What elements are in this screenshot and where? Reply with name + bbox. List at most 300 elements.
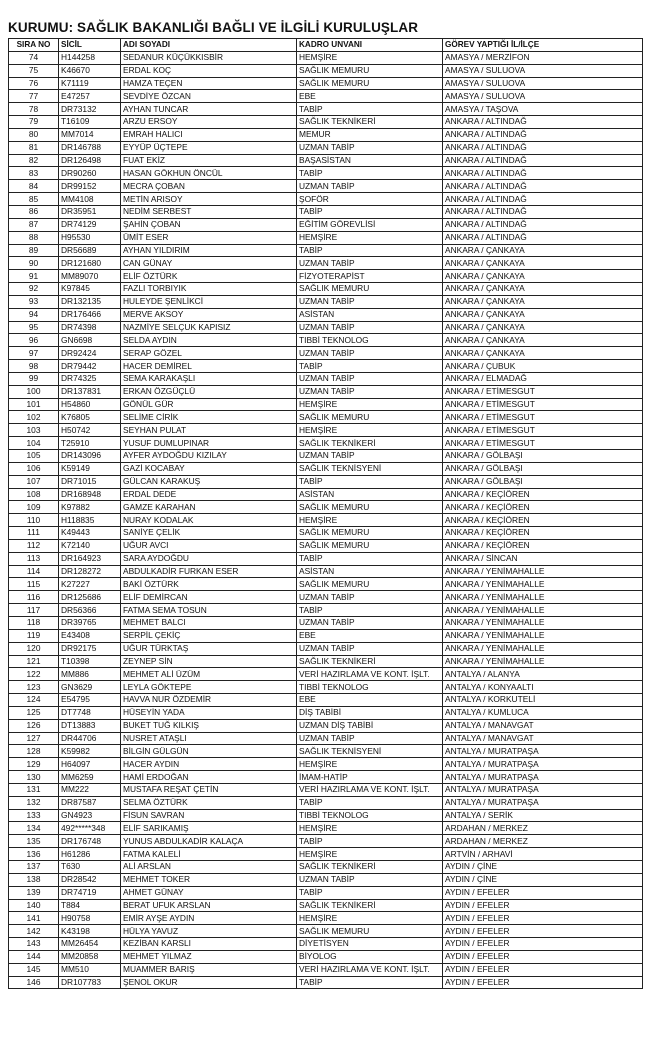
cell-kadro-unvani: UZMAN DİŞ TABİBİ: [297, 719, 443, 732]
cell-sicil: H144258: [59, 51, 121, 64]
cell-adi-soyadi: MUAMMER BARIŞ: [121, 963, 297, 976]
cell-sicil: GN4923: [59, 809, 121, 822]
cell-adi-soyadi: ABDULKADİR FURKAN ESER: [121, 565, 297, 578]
cell-adi-soyadi: KEZİBAN KARSLI: [121, 938, 297, 951]
cell-sira-no: 88: [9, 231, 59, 244]
cell-sicil: MM26454: [59, 938, 121, 951]
cell-gorev-yeri: ANKARA / SİNCAN: [443, 552, 643, 565]
cell-sira-no: 90: [9, 257, 59, 270]
cell-sira-no: 144: [9, 950, 59, 963]
cell-adi-soyadi: SELİME CİRİK: [121, 411, 297, 424]
cell-sicil: K72140: [59, 539, 121, 552]
cell-adi-soyadi: NUSRET ATAŞLI: [121, 732, 297, 745]
cell-sira-no: 119: [9, 629, 59, 642]
cell-sicil: MM20858: [59, 950, 121, 963]
cell-kadro-unvani: MEMUR: [297, 128, 443, 141]
table-row: [9, 835, 643, 848]
cell-gorev-yeri: ANKARA / GÖLBAŞI: [443, 462, 643, 475]
table-row: [9, 385, 643, 398]
cell-kadro-unvani: EBE: [297, 90, 443, 103]
cell-adi-soyadi: AYHAN TUNCAR: [121, 103, 297, 116]
cell-sicil: DR79442: [59, 360, 121, 373]
table-row: [9, 591, 643, 604]
cell-kadro-unvani: UZMAN TABİP: [297, 591, 443, 604]
cell-kadro-unvani: BAŞASİSTAN: [297, 154, 443, 167]
cell-kadro-unvani: EBE: [297, 629, 443, 642]
cell-sira-no: 146: [9, 976, 59, 989]
cell-kadro-unvani: EBE: [297, 694, 443, 707]
cell-gorev-yeri: AYDIN / EFELER: [443, 912, 643, 925]
cell-gorev-yeri: ANTALYA / MURATPAŞA: [443, 783, 643, 796]
cell-sira-no: 126: [9, 719, 59, 732]
cell-gorev-yeri: ANKARA / ÇANKAYA: [443, 257, 643, 270]
table-row: [9, 925, 643, 938]
cell-sicil: H95530: [59, 231, 121, 244]
cell-adi-soyadi: SERPİL ÇEKİÇ: [121, 629, 297, 642]
cell-sira-no: 92: [9, 283, 59, 296]
cell-kadro-unvani: UZMAN TABİP: [297, 257, 443, 270]
cell-sicil: DR92424: [59, 347, 121, 360]
table-row: [9, 938, 643, 951]
cell-sicil: DR137831: [59, 385, 121, 398]
cell-adi-soyadi: SELDA AYDIN: [121, 334, 297, 347]
cell-sira-no: 100: [9, 385, 59, 398]
table-row: [9, 321, 643, 334]
cell-adi-soyadi: ERDAL DEDE: [121, 488, 297, 501]
cell-gorev-yeri: ANKARA / YENİMAHALLE: [443, 655, 643, 668]
cell-kadro-unvani: TIBBİ TEKNOLOG: [297, 809, 443, 822]
cell-sicil: DR132135: [59, 295, 121, 308]
cell-sicil: K59149: [59, 462, 121, 475]
cell-adi-soyadi: ŞAHİN ÇOBAN: [121, 218, 297, 231]
cell-kadro-unvani: ASİSTAN: [297, 565, 443, 578]
table-row: [9, 642, 643, 655]
table-row: [9, 450, 643, 463]
cell-sira-no: 106: [9, 462, 59, 475]
table-row: [9, 128, 643, 141]
table-row: [9, 295, 643, 308]
cell-gorev-yeri: ARDAHAN / MERKEZ: [443, 822, 643, 835]
cell-gorev-yeri: AYDIN / EFELER: [443, 899, 643, 912]
cell-sira-no: 104: [9, 437, 59, 450]
cell-kadro-unvani: UZMAN TABİP: [297, 873, 443, 886]
table-row: [9, 372, 643, 385]
cell-gorev-yeri: ANKARA / ALTINDAĞ: [443, 154, 643, 167]
cell-adi-soyadi: ELİF SARIKAMIŞ: [121, 822, 297, 835]
cell-gorev-yeri: ANKARA / ÇANKAYA: [443, 270, 643, 283]
cell-sicil: H64097: [59, 758, 121, 771]
cell-gorev-yeri: ANKARA / ETİMESGUT: [443, 411, 643, 424]
cell-kadro-unvani: HEMŞİRE: [297, 514, 443, 527]
cell-gorev-yeri: AYDIN / EFELER: [443, 886, 643, 899]
cell-sicil: DR128272: [59, 565, 121, 578]
cell-sicil: DR74325: [59, 372, 121, 385]
table-row: [9, 732, 643, 745]
cell-gorev-yeri: ANKARA / ALTINDAĞ: [443, 116, 643, 129]
cell-adi-soyadi: UĞUR AVCI: [121, 539, 297, 552]
cell-adi-soyadi: ALİ ARSLAN: [121, 861, 297, 874]
cell-sira-no: 117: [9, 604, 59, 617]
cell-kadro-unvani: UZMAN TABİP: [297, 295, 443, 308]
cell-kadro-unvani: TABİP: [297, 976, 443, 989]
table-row: [9, 334, 643, 347]
cell-adi-soyadi: CAN GÜNAY: [121, 257, 297, 270]
cell-sira-no: 111: [9, 527, 59, 540]
cell-sira-no: 113: [9, 552, 59, 565]
cell-gorev-yeri: ANTALYA / ALANYA: [443, 668, 643, 681]
cell-sira-no: 99: [9, 372, 59, 385]
cell-sicil: DR71015: [59, 475, 121, 488]
table-row: [9, 180, 643, 193]
table-row: [9, 809, 643, 822]
cell-gorev-yeri: ANKARA / GÖLBAŞI: [443, 450, 643, 463]
cell-sicil: DR74129: [59, 218, 121, 231]
cell-kadro-unvani: TABİP: [297, 886, 443, 899]
cell-kadro-unvani: ASİSTAN: [297, 308, 443, 321]
cell-sira-no: 91: [9, 270, 59, 283]
cell-gorev-yeri: ANKARA / ÇANKAYA: [443, 244, 643, 257]
table-row: [9, 796, 643, 809]
table-row: [9, 745, 643, 758]
cell-sicil: DR87587: [59, 796, 121, 809]
cell-gorev-yeri: ANKARA / YENİMAHALLE: [443, 629, 643, 642]
cell-kadro-unvani: TIBBİ TEKNOLOG: [297, 681, 443, 694]
column-header-gorev-yeri: GÖREV YAPTIĞI İL/İLÇE: [443, 39, 643, 52]
cell-gorev-yeri: ANTALYA / MANAVGAT: [443, 732, 643, 745]
cell-kadro-unvani: TABİP: [297, 167, 443, 180]
cell-gorev-yeri: ANKARA / ETİMESGUT: [443, 424, 643, 437]
cell-sira-no: 112: [9, 539, 59, 552]
cell-sicil: DR125686: [59, 591, 121, 604]
cell-gorev-yeri: AMASYA / MERZİFON: [443, 51, 643, 64]
cell-adi-soyadi: EMİR AYŞE AYDIN: [121, 912, 297, 925]
cell-kadro-unvani: SAĞLIK TEKNİKERİ: [297, 116, 443, 129]
table-row: [9, 552, 643, 565]
cell-adi-soyadi: SELMA ÖZTÜRK: [121, 796, 297, 809]
cell-sicil: DR176466: [59, 308, 121, 321]
cell-sira-no: 101: [9, 398, 59, 411]
cell-kadro-unvani: SAĞLIK TEKNİSYENİ: [297, 462, 443, 475]
cell-sira-no: 84: [9, 180, 59, 193]
cell-kadro-unvani: HEMŞİRE: [297, 758, 443, 771]
cell-sicil: E43408: [59, 629, 121, 642]
cell-kadro-unvani: UZMAN TABİP: [297, 347, 443, 360]
table-row: [9, 578, 643, 591]
cell-gorev-yeri: ANKARA / ALTINDAĞ: [443, 180, 643, 193]
cell-adi-soyadi: NURAY KODALAK: [121, 514, 297, 527]
cell-sicil: GN3629: [59, 681, 121, 694]
cell-gorev-yeri: ANKARA / ETİMESGUT: [443, 385, 643, 398]
table-row: [9, 527, 643, 540]
cell-sicil: DR35951: [59, 205, 121, 218]
table-row: [9, 501, 643, 514]
cell-sira-no: 142: [9, 925, 59, 938]
cell-sicil: MM6259: [59, 771, 121, 784]
table-row: [9, 783, 643, 796]
cell-sira-no: 129: [9, 758, 59, 771]
cell-kadro-unvani: SAĞLIK MEMURU: [297, 578, 443, 591]
cell-gorev-yeri: ANTALYA / MURATPAŞA: [443, 771, 643, 784]
table-row: [9, 218, 643, 231]
table-row: [9, 886, 643, 899]
cell-kadro-unvani: DİŞ TABİBİ: [297, 706, 443, 719]
cell-gorev-yeri: ANKARA / ALTINDAĞ: [443, 231, 643, 244]
cell-kadro-unvani: FİZYOTERAPİST: [297, 270, 443, 283]
cell-sira-no: 115: [9, 578, 59, 591]
cell-sicil: T10398: [59, 655, 121, 668]
cell-adi-soyadi: SERAP GÖZEL: [121, 347, 297, 360]
cell-kadro-unvani: DİYETİSYEN: [297, 938, 443, 951]
cell-sira-no: 140: [9, 899, 59, 912]
column-header-adi-soyadi: ADI SOYADI: [121, 39, 297, 52]
table-row: [9, 822, 643, 835]
cell-sicil: K97845: [59, 283, 121, 296]
cell-sira-no: 120: [9, 642, 59, 655]
table-row: [9, 308, 643, 321]
cell-gorev-yeri: ANTALYA / KORKUTELİ: [443, 694, 643, 707]
cell-sicil: T25910: [59, 437, 121, 450]
cell-gorev-yeri: ANKARA / ÇUBUK: [443, 360, 643, 373]
cell-sicil: MM222: [59, 783, 121, 796]
cell-adi-soyadi: BAKİ ÖZTÜRK: [121, 578, 297, 591]
cell-kadro-unvani: SAĞLIK MEMURU: [297, 77, 443, 90]
cell-sira-no: 96: [9, 334, 59, 347]
cell-adi-soyadi: FİSUN SAVRAN: [121, 809, 297, 822]
table-row: [9, 706, 643, 719]
cell-gorev-yeri: AYDIN / EFELER: [443, 925, 643, 938]
table-row: [9, 411, 643, 424]
cell-gorev-yeri: ANKARA / ÇANKAYA: [443, 321, 643, 334]
cell-kadro-unvani: HEMŞİRE: [297, 51, 443, 64]
cell-sicil: T630: [59, 861, 121, 874]
cell-gorev-yeri: ARTVİN / ARHAVİ: [443, 848, 643, 861]
cell-sira-no: 123: [9, 681, 59, 694]
cell-sicil: DR39765: [59, 616, 121, 629]
cell-adi-soyadi: BİLGİN GÜLGÜN: [121, 745, 297, 758]
cell-kadro-unvani: HEMŞİRE: [297, 231, 443, 244]
cell-sira-no: 108: [9, 488, 59, 501]
cell-kadro-unvani: SAĞLIK MEMURU: [297, 925, 443, 938]
table-row: [9, 103, 643, 116]
cell-kadro-unvani: SAĞLIK MEMURU: [297, 501, 443, 514]
cell-gorev-yeri: ANKARA / KEÇİÖREN: [443, 514, 643, 527]
cell-sicil: DR92175: [59, 642, 121, 655]
table-row: [9, 912, 643, 925]
cell-sira-no: 98: [9, 360, 59, 373]
cell-sicil: DR143096: [59, 450, 121, 463]
cell-adi-soyadi: HAVVA NUR ÖZDEMİR: [121, 694, 297, 707]
cell-sicil: H54860: [59, 398, 121, 411]
table-row: [9, 462, 643, 475]
cell-gorev-yeri: ANKARA / ELMADAĞ: [443, 372, 643, 385]
table-row: [9, 141, 643, 154]
cell-gorev-yeri: ANKARA / ALTINDAĞ: [443, 141, 643, 154]
cell-gorev-yeri: AYDIN / EFELER: [443, 976, 643, 989]
table-row: [9, 51, 643, 64]
table-row: [9, 90, 643, 103]
cell-sira-no: 94: [9, 308, 59, 321]
cell-sira-no: 121: [9, 655, 59, 668]
table-row: [9, 976, 643, 989]
cell-gorev-yeri: ANKARA / ÇANKAYA: [443, 347, 643, 360]
cell-sira-no: 87: [9, 218, 59, 231]
cell-adi-soyadi: METİN ARISOY: [121, 193, 297, 206]
cell-sira-no: 74: [9, 51, 59, 64]
cell-adi-soyadi: SEMA KARAKAŞLI: [121, 372, 297, 385]
table-row: [9, 758, 643, 771]
cell-kadro-unvani: UZMAN TABİP: [297, 732, 443, 745]
cell-kadro-unvani: TABİP: [297, 835, 443, 848]
cell-gorev-yeri: AMASYA / SULUOVA: [443, 77, 643, 90]
cell-kadro-unvani: VERİ HAZIRLAMA VE KONT. İŞLT.: [297, 783, 443, 796]
cell-sicil: DR164923: [59, 552, 121, 565]
cell-kadro-unvani: TABİP: [297, 103, 443, 116]
cell-sira-no: 79: [9, 116, 59, 129]
table-header-row: [9, 39, 643, 52]
cell-kadro-unvani: UZMAN TABİP: [297, 385, 443, 398]
cell-sira-no: 127: [9, 732, 59, 745]
cell-kadro-unvani: TABİP: [297, 244, 443, 257]
table-row: [9, 283, 643, 296]
cell-adi-soyadi: ERKAN ÖZGÜÇLÜ: [121, 385, 297, 398]
cell-gorev-yeri: ANKARA / KEÇİÖREN: [443, 539, 643, 552]
cell-gorev-yeri: ANKARA / YENİMAHALLE: [443, 604, 643, 617]
cell-gorev-yeri: ANTALYA / MURATPAŞA: [443, 745, 643, 758]
table-row: [9, 360, 643, 373]
cell-sira-no: 83: [9, 167, 59, 180]
cell-adi-soyadi: ELİF ÖZTÜRK: [121, 270, 297, 283]
cell-kadro-unvani: UZMAN TABİP: [297, 642, 443, 655]
cell-adi-soyadi: MERVE AKSOY: [121, 308, 297, 321]
cell-sira-no: 138: [9, 873, 59, 886]
cell-sira-no: 137: [9, 861, 59, 874]
table-row: [9, 475, 643, 488]
cell-sira-no: 128: [9, 745, 59, 758]
cell-sicil: DR121680: [59, 257, 121, 270]
cell-gorev-yeri: AYDIN / ÇİNE: [443, 873, 643, 886]
cell-adi-soyadi: MEHMET YILMAZ: [121, 950, 297, 963]
cell-adi-soyadi: HACER AYDIN: [121, 758, 297, 771]
cell-kadro-unvani: UZMAN TABİP: [297, 372, 443, 385]
cell-gorev-yeri: ANKARA / YENİMAHALLE: [443, 591, 643, 604]
cell-gorev-yeri: ANKARA / KEÇİÖREN: [443, 527, 643, 540]
cell-sicil: K97882: [59, 501, 121, 514]
cell-sicil: DR107783: [59, 976, 121, 989]
table-row: [9, 694, 643, 707]
cell-sicil: DR73132: [59, 103, 121, 116]
cell-sicil: MM510: [59, 963, 121, 976]
cell-kadro-unvani: VERİ HAZIRLAMA VE KONT. İŞLT.: [297, 668, 443, 681]
document-title: KURUMU: SAĞLIK BAKANLIĞI BAĞLI VE İLGİLİ KURULUŞLAR: [8, 20, 419, 35]
cell-kadro-unvani: UZMAN TABİP: [297, 141, 443, 154]
cell-adi-soyadi: SEYHAN PULAT: [121, 424, 297, 437]
cell-kadro-unvani: TABİP: [297, 205, 443, 218]
cell-sicil: DR74398: [59, 321, 121, 334]
cell-adi-soyadi: GÖNÜL GÜR: [121, 398, 297, 411]
cell-gorev-yeri: ANKARA / ALTINDAĞ: [443, 128, 643, 141]
cell-kadro-unvani: SAĞLIK MEMURU: [297, 411, 443, 424]
table-row: [9, 861, 643, 874]
cell-sicil: K27227: [59, 578, 121, 591]
cell-sicil: K76805: [59, 411, 121, 424]
column-header-sicil: SİCİL: [59, 39, 121, 52]
cell-sira-no: 82: [9, 154, 59, 167]
cell-kadro-unvani: BİYOLOG: [297, 950, 443, 963]
cell-sira-no: 109: [9, 501, 59, 514]
cell-sira-no: 136: [9, 848, 59, 861]
table-row: [9, 899, 643, 912]
cell-sicil: H90758: [59, 912, 121, 925]
cell-sicil: T16109: [59, 116, 121, 129]
cell-sicil: H118835: [59, 514, 121, 527]
cell-sira-no: 86: [9, 205, 59, 218]
cell-kadro-unvani: TABİP: [297, 475, 443, 488]
cell-adi-soyadi: AYHAN YILDIRIM: [121, 244, 297, 257]
cell-adi-soyadi: SARA AYDOĞDU: [121, 552, 297, 565]
table-row: [9, 539, 643, 552]
table-row: [9, 668, 643, 681]
cell-adi-soyadi: ŞENOL OKUR: [121, 976, 297, 989]
cell-gorev-yeri: ANKARA / GÖLBAŞI: [443, 475, 643, 488]
cell-gorev-yeri: ANKARA / ETİMESGUT: [443, 437, 643, 450]
cell-sira-no: 89: [9, 244, 59, 257]
cell-kadro-unvani: TABİP: [297, 360, 443, 373]
cell-adi-soyadi: SEVDİYE ÖZCAN: [121, 90, 297, 103]
cell-sicil: H50742: [59, 424, 121, 437]
cell-sicil: GN6698: [59, 334, 121, 347]
cell-kadro-unvani: SAĞLIK TEKNİKERİ: [297, 437, 443, 450]
cell-adi-soyadi: HÜLYA YAVUZ: [121, 925, 297, 938]
cell-kadro-unvani: HEMŞİRE: [297, 848, 443, 861]
cell-gorev-yeri: AYDIN / EFELER: [443, 938, 643, 951]
table-row: [9, 873, 643, 886]
cell-adi-soyadi: BUKET TUĞ KILKIŞ: [121, 719, 297, 732]
cell-sicil: K59982: [59, 745, 121, 758]
cell-adi-soyadi: LEYLA GÖKTEPE: [121, 681, 297, 694]
personnel-table: [8, 38, 643, 989]
cell-gorev-yeri: ARDAHAN / MERKEZ: [443, 835, 643, 848]
cell-sira-no: 107: [9, 475, 59, 488]
cell-sicil: DR56689: [59, 244, 121, 257]
cell-sicil: K43198: [59, 925, 121, 938]
cell-gorev-yeri: ANTALYA / KUMLUCA: [443, 706, 643, 719]
cell-kadro-unvani: TIBBİ TEKNOLOG: [297, 334, 443, 347]
cell-kadro-unvani: HEMŞİRE: [297, 822, 443, 835]
cell-adi-soyadi: ELİF DEMİRCAN: [121, 591, 297, 604]
cell-sira-no: 75: [9, 64, 59, 77]
cell-sira-no: 118: [9, 616, 59, 629]
cell-gorev-yeri: AMASYA / SULUOVA: [443, 64, 643, 77]
cell-sira-no: 85: [9, 193, 59, 206]
table-row: [9, 719, 643, 732]
cell-adi-soyadi: HULEYDE ŞENLİKCİ: [121, 295, 297, 308]
cell-kadro-unvani: SAĞLIK TEKNİKERİ: [297, 899, 443, 912]
cell-sira-no: 95: [9, 321, 59, 334]
cell-gorev-yeri: AYDIN / EFELER: [443, 963, 643, 976]
cell-adi-soyadi: FATMA SEMA TOSUN: [121, 604, 297, 617]
cell-kadro-unvani: EĞİTİM GÖREVLİSİ: [297, 218, 443, 231]
cell-kadro-unvani: SAĞLIK MEMURU: [297, 527, 443, 540]
cell-adi-soyadi: MUSTAFA REŞAT ÇETİN: [121, 783, 297, 796]
cell-gorev-yeri: ANKARA / ÇANKAYA: [443, 308, 643, 321]
cell-kadro-unvani: SAĞLIK MEMURU: [297, 539, 443, 552]
cell-kadro-unvani: SAĞLIK TEKNİSYENİ: [297, 745, 443, 758]
cell-gorev-yeri: AYDIN / ÇİNE: [443, 861, 643, 874]
cell-sicil: MM89070: [59, 270, 121, 283]
cell-adi-soyadi: HASAN GÖKHUN ÖNCÜL: [121, 167, 297, 180]
cell-sicil: DT13883: [59, 719, 121, 732]
cell-gorev-yeri: ANKARA / ÇANKAYA: [443, 295, 643, 308]
